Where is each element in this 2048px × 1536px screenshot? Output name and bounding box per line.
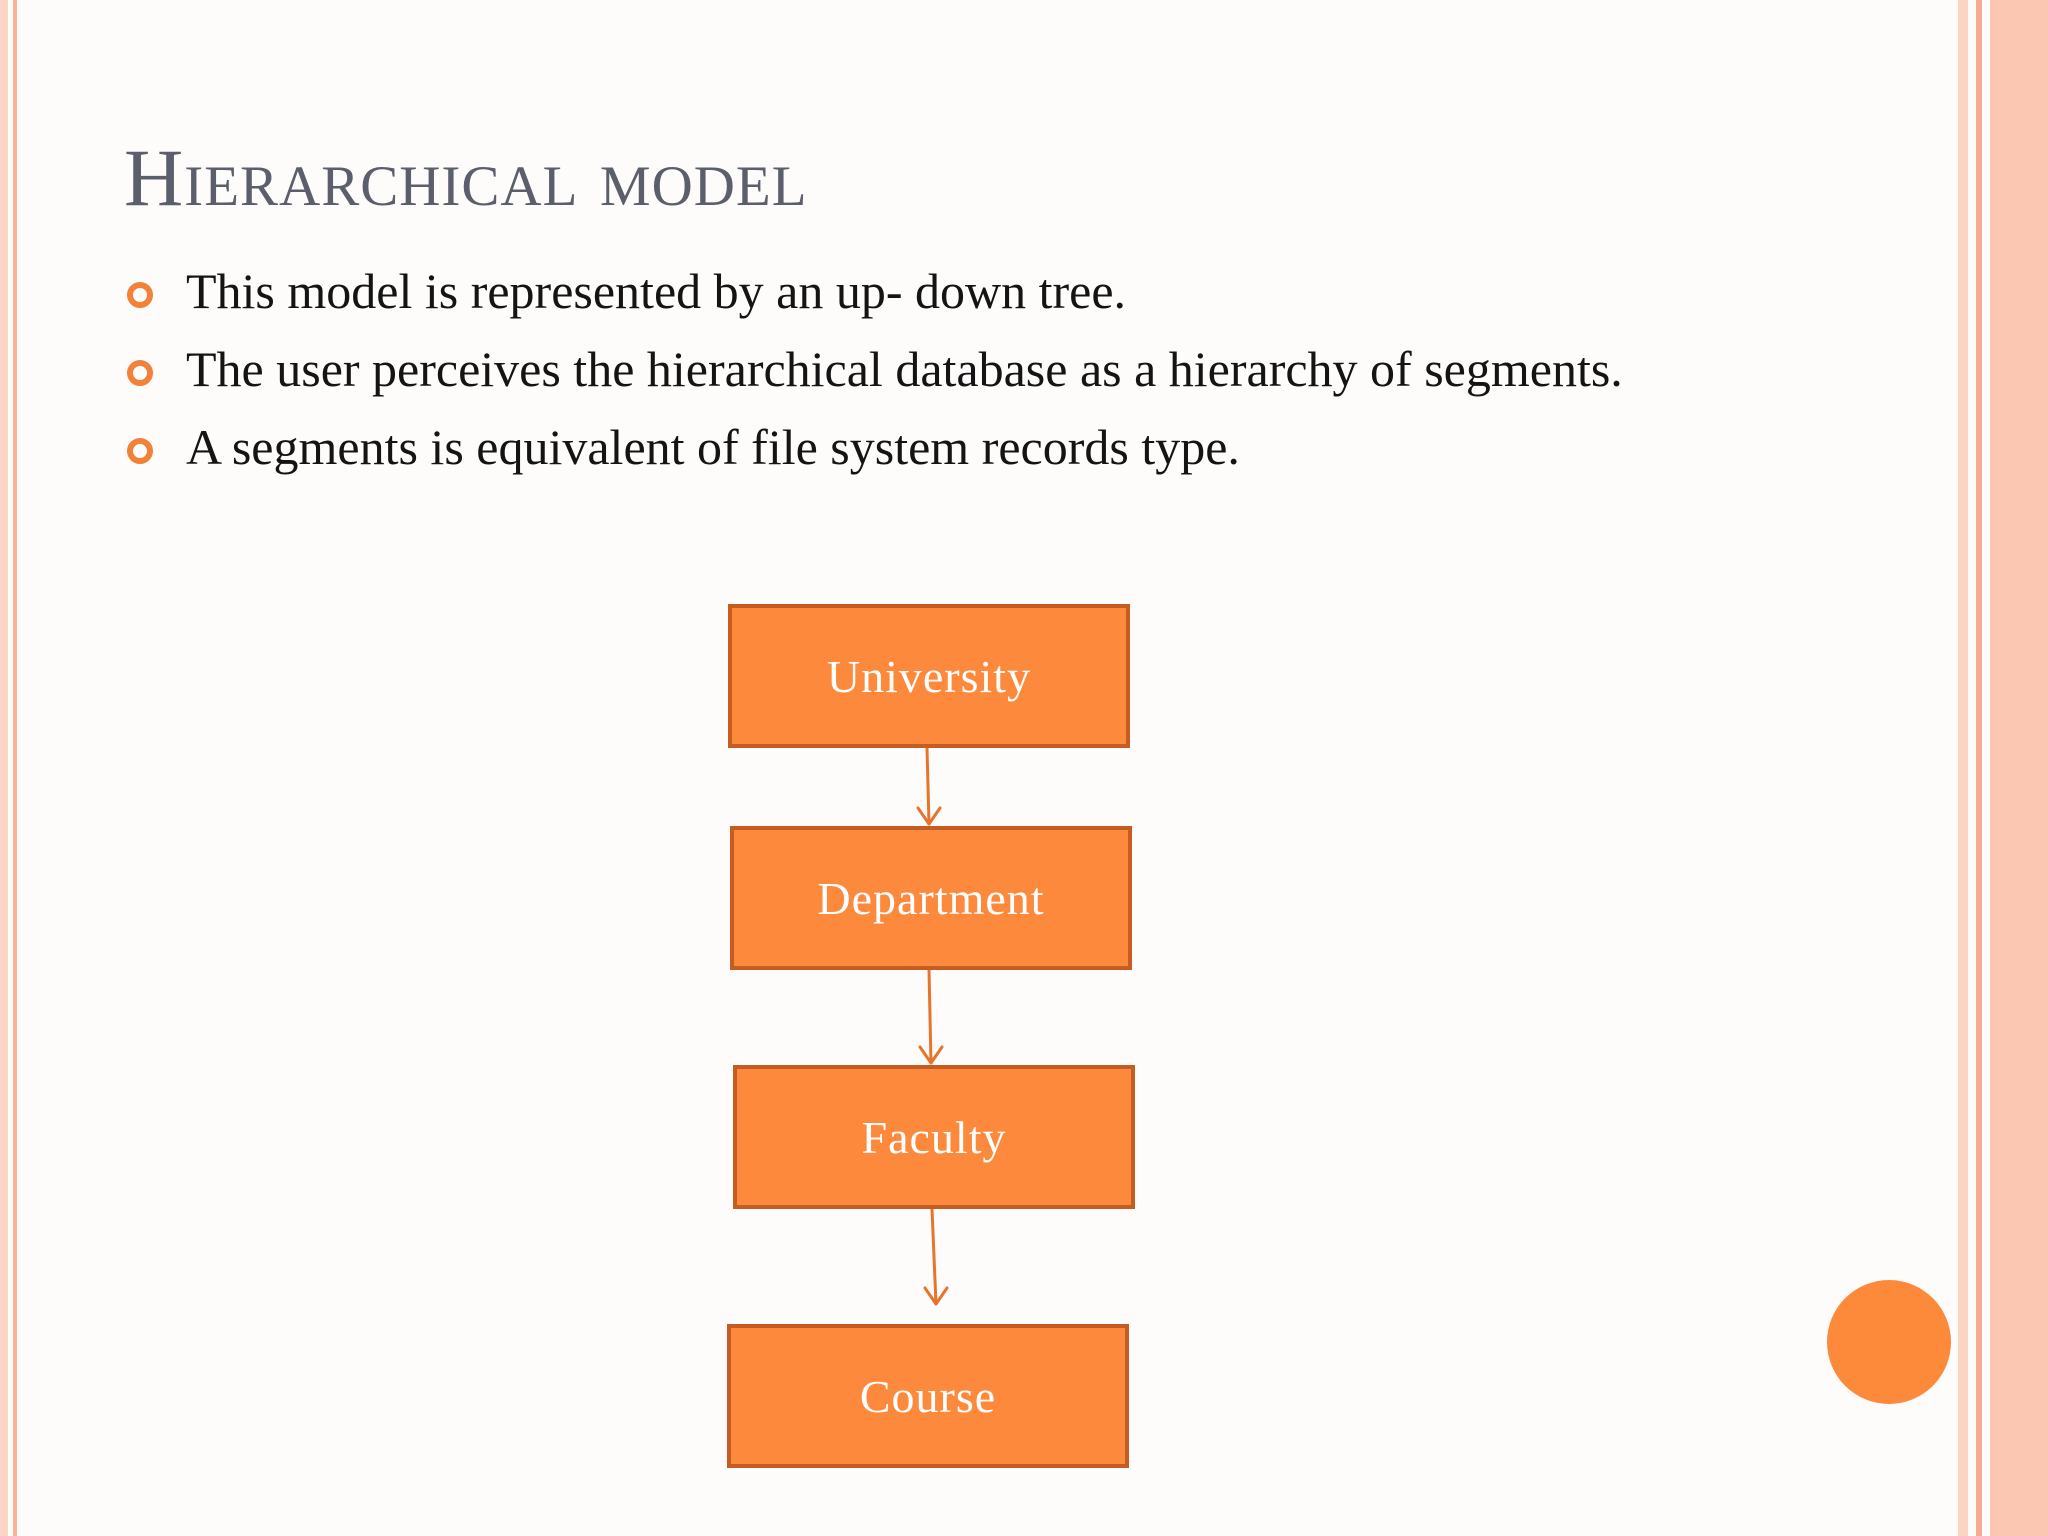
bullet-text: This model is represented by an up- down tree.	[186, 263, 1127, 319]
connector-faculty-course	[932, 1209, 936, 1304]
node-faculty: Faculty	[733, 1065, 1135, 1209]
node-department: Department	[730, 826, 1132, 970]
slide-title: Hierarchical model	[124, 132, 808, 223]
node-university: University	[728, 604, 1130, 748]
decorative-orange-circle	[1827, 1280, 1951, 1404]
bullet-text: A segments is equivalent of file system records type.	[186, 419, 1240, 475]
connector-department-faculty	[929, 970, 931, 1063]
bullet-text: The user perceives the hierarchical database as a hierarchy of segments.	[186, 341, 1623, 397]
connector-university-department	[927, 748, 929, 824]
node-course: Course	[727, 1324, 1129, 1468]
